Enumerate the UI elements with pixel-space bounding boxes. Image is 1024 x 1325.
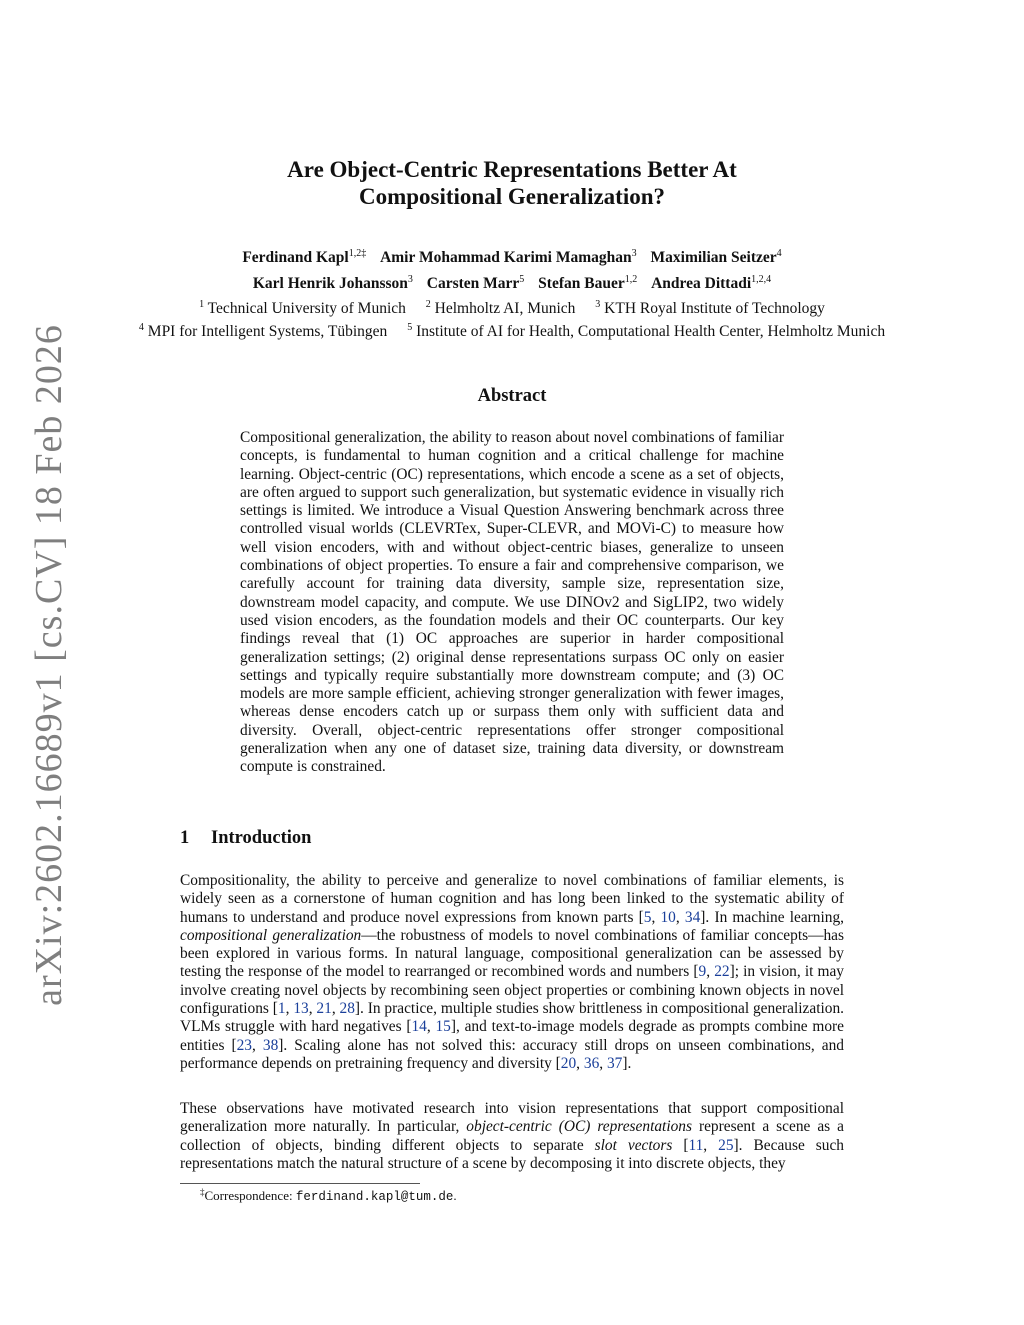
affiliation-row-1 — [80, 297, 944, 320]
affiliation: $^5$ Institute of AI for Health, Computational Health Center, Helmholtz Munich — [407, 322, 886, 340]
affiliation: $^3$ KTH Royal Institute of Technology — [595, 299, 825, 317]
arxiv-stamp-text: arXiv:2602.16689v1 [cs.CV] 18 Feb 2026 — [28, 324, 70, 1006]
author: Carsten Marr$^5$ — [426, 274, 525, 292]
author-list — [100, 245, 924, 297]
footnote-divider — [180, 1183, 420, 1184]
citation-link[interactable]: 5 — [643, 908, 652, 926]
affiliation-row-2 — [80, 320, 944, 343]
author: Karl Henrik Johansson$^3$ — [252, 274, 413, 292]
author-row-1 — [100, 245, 924, 271]
section-heading-introduction — [180, 828, 844, 849]
emphasis: compositional generalization — [180, 926, 362, 944]
author: Amir Mohammad Karimi Mamaghan$^3$ — [380, 248, 637, 266]
affiliation: $^4$ MPI for Intelligent Systems, Tübingen — [138, 322, 388, 340]
affiliation: $^2$ Helmholtz AI, Munich — [425, 299, 576, 317]
citation-link[interactable]: 23 — [236, 1036, 252, 1054]
title-line-2: Compositional Generalization? — [358, 184, 666, 209]
citation-link[interactable]: 37 — [606, 1054, 623, 1072]
citation-link[interactable]: 13 — [293, 1000, 309, 1018]
author: Stefan Bauer$^{1,2}$ — [538, 274, 638, 292]
citation-link[interactable]: 11 — [688, 1136, 704, 1154]
affiliation: $^1$ Technical University of Munich — [199, 299, 406, 317]
title-line-1: Are Object-Centric Representations Better At — [287, 157, 737, 182]
section-number: 1 — [180, 828, 190, 848]
citation-link[interactable]: 9 — [698, 963, 707, 981]
citation-link[interactable]: 38 — [262, 1036, 279, 1054]
citation-link[interactable]: 10 — [660, 908, 676, 926]
citation-link[interactable]: 21 — [316, 1000, 332, 1018]
abstract-heading: Abstract — [477, 386, 547, 406]
citation-link[interactable]: 28 — [339, 1000, 355, 1018]
citation-link[interactable]: 1 — [277, 1000, 286, 1018]
intro-paragraph-1: Compositionality, the ability to perceive and generalize to novel combinations of familiar elements, is widely seen as a cornerstone of human cognition and has long been linked to the systematic ability of humans to understand and produce novel expressions from known parts [5, 10, 34]. In machine learning, compositional generalization—the robustness of models to novel combinations of familiar concepts—has been explored in various forms. In natural language, compositional generalization can be assessed by testing the response of the model to rearranged or recombined words and numbers [9, 22]; in vision, it may involve creating novel objects by recombining seen object properties or combining known objects in novel configurations [1, 13, 21, 28]. In practice, multiple studies show brittleness in compositional generalization. VLMs struggle with hard negatives [14, 15], and text-to-image models degrade as prompts combine more entities [23, 38]. Scaling alone has not solved this: accuracy still drops on unseen combinations, and performance depends on pretraining frequency and diversity [20, 36, 37]. — [180, 872, 845, 1072]
author: Ferdinand Kapl$^{1,2\ddagger}$ — [242, 248, 367, 266]
citation-link[interactable]: 25 — [718, 1136, 734, 1154]
abstract-text: Compositional generalization, the ability to reason about novel combinations of familiar concepts, is fundamental to human cognition and a critical challenge for machine learning. Object-centric (OC) representations, which encode a scene as a set of objects, are often argued to support such generalization, but systematic evidence in visually rich settings is limited. We introduce a Visual Question Answering benchmark across three controlled visual worlds (CLEVRTex, Super-CLEVR, and MOVi-C) to measure how well vision encoders, with and without object-centric biases, generalize to unseen combinations of object properties. To ensure a fair and comprehensive comparison, we carefully account for training data diversity, sample size, representation size, downstream model capacity, and compute. We use DINOv2 and SigLIP2, two widely used vision encoders, as the foundation models and their OC counterparts. Our key findings reveal that (1) OC approaches are superior in harder compositional generalization settings; (2) original dense representations surpass OC only on easier settings and typically require substantially more downstream compute; and (3) OC models are more sample efficient, achieving stronger generalization with fewer images, whereas dense encoders catch up or surpass them only with sufficient data and diversity. Overall, object-centric representations offer stronger compositional generalization when any one of dataset size, training data diversity, or downstream compute is constrained. — [240, 429, 784, 776]
paper-title — [180, 156, 844, 210]
citation-link[interactable]: 34 — [684, 908, 701, 926]
citation-link[interactable]: 22 — [714, 963, 730, 981]
arxiv-identifier-stamp — [24, 324, 74, 1006]
citation-link[interactable]: 15 — [435, 1018, 451, 1036]
author: Maximilian Seitzer$^4$ — [650, 248, 782, 266]
email-link[interactable]: ferdinand.kapl@tum.de — [295, 1190, 454, 1204]
author: Andrea Dittadi$^{1,2,4}$ — [651, 274, 772, 292]
emphasis: slot vectors — [594, 1136, 673, 1154]
footnote-correspondence: ‡Correspondence: ferdinand.kapl@tum.de. — [200, 1187, 457, 1204]
citation-link[interactable]: 20 — [560, 1054, 577, 1072]
intro-paragraph-2: These observations have motivated research into vision representations that support compositional generalization more naturally. In particular, object-centric (OC) representations represent a scene as a collection of objects, binding different objects to separate slot vectors [11, 25]. Because such representations match the natural structure of a scene by decomposing it into discrete objects, they — [180, 1100, 845, 1172]
section-title: Introduction — [211, 828, 312, 848]
affiliation-list — [80, 297, 944, 343]
citation-link[interactable]: 36 — [583, 1054, 600, 1072]
citation-link[interactable]: 14 — [411, 1018, 427, 1036]
emphasis: object-centric (OC) representations — [466, 1118, 692, 1136]
author-row-2 — [100, 271, 924, 297]
